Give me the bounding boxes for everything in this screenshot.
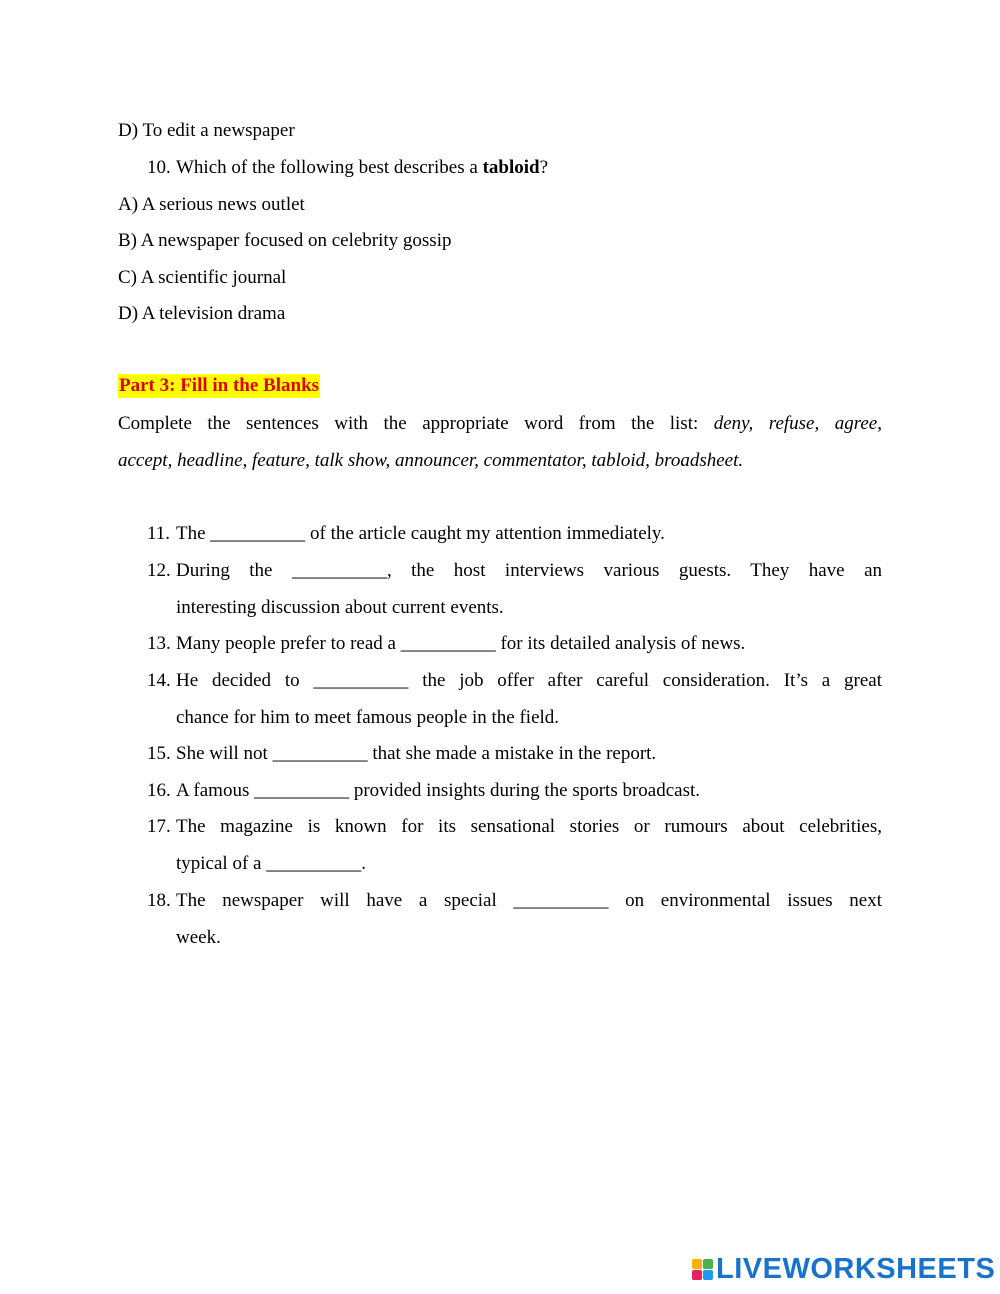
- question-number: 18.: [147, 890, 171, 911]
- logo-text: LIVEWORKSHEETS: [716, 1252, 996, 1285]
- logo-square: [703, 1259, 713, 1269]
- question-number: 17.: [147, 816, 171, 837]
- question-number: 11.: [147, 523, 171, 544]
- q10-option-a: A) A serious news outlet: [118, 194, 305, 215]
- question-text: [176, 742, 882, 766]
- question-number: 16.: [147, 780, 171, 801]
- instruction-line-2: accept, headline, feature, talk show, announcer, commentator, tabloid, broadsheet.: [118, 450, 744, 471]
- question-text: [176, 156, 882, 180]
- question-line-2: interesting discussion about current events.: [176, 597, 504, 618]
- liveworksheets-logo: [692, 1254, 995, 1284]
- q10-option-d: D) A television drama: [118, 303, 286, 324]
- question-line-2: chance for him to meet famous people in the field.: [176, 707, 560, 728]
- logo-square: [692, 1270, 702, 1280]
- prev-option-d: D) To edit a newspaper: [118, 120, 295, 141]
- question-text: [176, 559, 882, 620]
- question-line-2: typical of a __________.: [176, 853, 366, 874]
- question-text: [176, 632, 882, 656]
- question-line-1: During the __________, the host interviews various guests. They have an: [176, 560, 882, 581]
- logo-square: [703, 1270, 713, 1280]
- question-number: 12.: [147, 560, 171, 581]
- question-text: [176, 889, 882, 950]
- question-bold-word: tabloid: [482, 157, 540, 178]
- question-line-1: A famous __________ provided insights during the sports broadcast.: [176, 780, 701, 801]
- word-list-start: deny, refuse, agree,: [713, 413, 882, 434]
- q10-option-c: C) A scientific journal: [118, 267, 287, 288]
- instruction-prefix: Complete the sentences with the appropriate word from the list:: [118, 413, 714, 434]
- logo-square: [692, 1259, 702, 1269]
- question-line-1: The newspaper will have a special __________ on environmental issues next: [176, 890, 882, 911]
- question-text: [176, 779, 882, 803]
- question-text: [176, 669, 882, 730]
- logo-squares-icon: [692, 1259, 713, 1280]
- question-number: 15.: [147, 743, 171, 764]
- question-line-1: The __________ of the article caught my attention immediately.: [176, 523, 665, 544]
- question-line-1: Many people prefer to read a __________ for its detailed analysis of news.: [176, 633, 746, 654]
- question-line-1: She will not __________ that she made a mistake in the report.: [176, 743, 657, 764]
- q10-option-b: B) A newspaper focused on celebrity gossip: [118, 230, 452, 251]
- instruction-line-1: [118, 412, 882, 436]
- question-text: [176, 522, 882, 546]
- question-line-2: week.: [176, 927, 221, 948]
- question-number: 14.: [147, 670, 171, 691]
- question-line-1: The magazine is known for its sensational stories or rumours about celebrities,: [176, 816, 882, 837]
- question-number: 10.: [147, 157, 171, 178]
- part-3-title: Part 3: Fill in the Blanks: [119, 375, 320, 396]
- question-text: [176, 815, 882, 876]
- question-text-after: ?: [539, 157, 549, 178]
- question-text-before: Which of the following best describes a: [176, 157, 483, 178]
- question-number: 13.: [147, 633, 171, 654]
- question-line-1: He decided to __________ the job offer after careful consideration. It’s a great: [176, 670, 882, 691]
